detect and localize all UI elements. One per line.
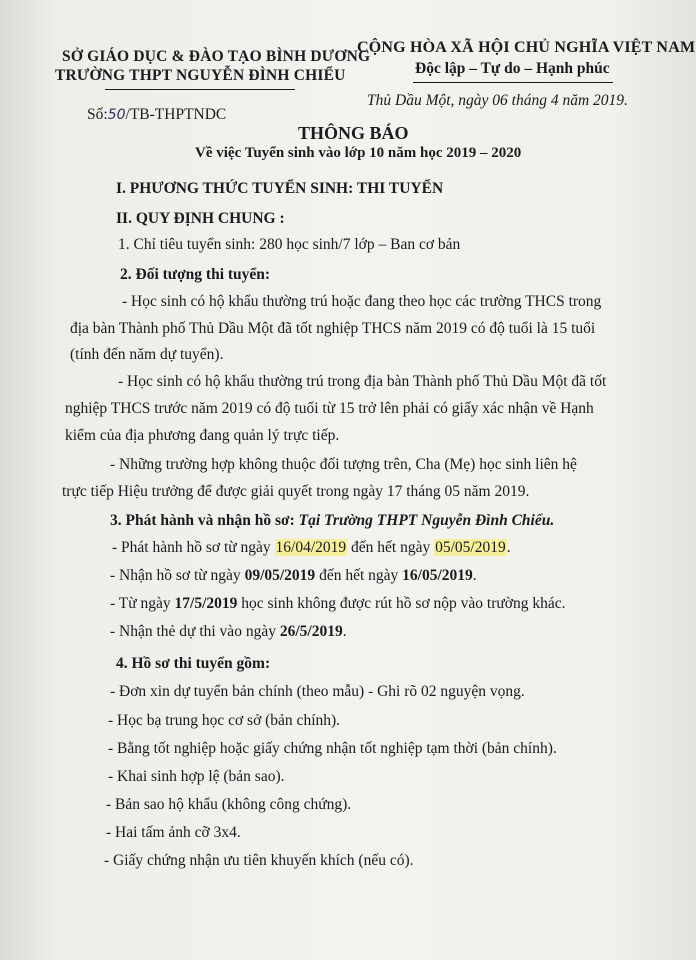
s3-l2-text-b: đến hết ngày: [315, 567, 403, 584]
para-1-line-3: (tính đến năm dự tuyển).: [70, 346, 224, 363]
section-3-label: 3. Phát hành và nhận hồ sơ:: [110, 512, 295, 529]
s3-l1-text-b: đến hết ngày: [347, 539, 435, 556]
section-1-heading: I. PHƯƠNG THỨC TUYỂN SINH: THI TUYỂN: [116, 180, 444, 197]
section-3-line-2: [110, 567, 477, 585]
section-3-line-3: [110, 595, 566, 613]
section-2-1: 1. Chỉ tiêu tuyển sinh: 280 học sinh/7 lớp – Ban cơ bản: [118, 236, 461, 253]
section-4-heading: 4. Hồ sơ thi tuyển gồm:: [116, 655, 271, 672]
doc-number-suffix: /TB-THPTNDC: [125, 106, 227, 123]
section-3-heading: [110, 512, 554, 530]
section-3-line-1: [112, 539, 511, 557]
s3-l3-text-b: học sinh không được rút hồ sơ nộp vào trường khác.: [237, 595, 566, 612]
s3-l1-date-start: 16/04/2019: [275, 539, 347, 556]
section-2-heading: II. QUY ĐỊNH CHUNG :: [116, 210, 285, 227]
org-underline: [105, 89, 295, 90]
para-2-line-3: kiểm của địa phương đang quản lý trực tiếp.: [65, 427, 340, 444]
s3-l2-text-a: - Nhận hồ sơ từ ngày: [110, 567, 245, 584]
para-2-line-1: - Học sinh có hộ khẩu thường trú trong địa bàn Thành phố Thủ Dầu Một đã tốt: [118, 373, 607, 390]
nation-line-1: CỘNG HÒA XÃ HỘI CHỦ NGHĨA VIỆT NAM: [357, 39, 696, 56]
s3-l3-date: 17/5/2019: [174, 595, 238, 612]
para-3-line-2: trực tiếp Hiệu trưởng để được giải quyết trong ngày 17 tháng 05 năm 2019.: [62, 483, 530, 500]
org-line-2: TRƯỜNG THPT NGUYỄN ĐÌNH CHIỂU: [55, 67, 346, 84]
s3-l2-date-start: 09/05/2019: [244, 567, 316, 584]
place-date: Thủ Dầu Một, ngày 06 tháng 4 năm 2019.: [367, 92, 628, 109]
s4-item-3: - Bằng tốt nghiệp hoặc giấy chứng nhận tốt nghiệp tạm thời (bản chính).: [108, 740, 557, 757]
s3-l1-text-c: .: [506, 539, 511, 556]
para-2-line-2: nghiệp THCS trước năm 2019 có độ tuổi từ 15 trở lên phải có giấy xác nhận về Hạnh: [65, 400, 594, 417]
doc-number-handwritten: 50: [107, 107, 126, 123]
nation-underline: [413, 82, 613, 83]
s4-item-4: - Khai sinh hợp lệ (bản sao).: [108, 768, 285, 785]
nation-line-2: Độc lập – Tự do – Hạnh phúc: [415, 60, 610, 77]
s4-item-6: - Hai tấm ảnh cỡ 3x4.: [106, 824, 241, 841]
section-2-2-heading: 2. Đối tượng thi tuyển:: [120, 266, 271, 283]
doc-subtitle: Về việc Tuyển sinh vào lớp 10 năm học 2019 – 2020: [195, 145, 522, 161]
s4-item-2: - Học bạ trung học cơ sở (bản chính).: [108, 712, 341, 729]
s3-l2-text-c: .: [472, 567, 477, 584]
doc-number-prefix: Số:: [87, 106, 108, 123]
section-3-line-4: [110, 623, 347, 641]
s3-l4-text-c: .: [342, 623, 347, 640]
para-3-line-1: - Những trường hợp không thuộc đối tượng trên, Cha (Mẹ) học sinh liên hệ: [110, 456, 577, 473]
s4-item-5: - Bản sao hộ khẩu (không công chứng).: [106, 796, 352, 813]
org-line-1: SỞ GIÁO DỤC & ĐÀO TẠO BÌNH DƯƠNG: [62, 48, 371, 65]
doc-number: [87, 106, 226, 124]
s3-l2-date-end: 16/05/2019: [402, 567, 473, 584]
section-3-place: Tại Trường THPT Nguyễn Đình Chiểu.: [298, 512, 555, 529]
s4-item-7: - Giấy chứng nhận ưu tiên khuyến khích (nếu có).: [104, 852, 414, 869]
para-1-line-1: - Học sinh có hộ khẩu thường trú hoặc đang theo học các trường THCS trong: [122, 293, 602, 310]
s3-l1-text-a: - Phát hành hồ sơ từ ngày: [112, 539, 275, 556]
s3-l3-text-a: - Từ ngày: [110, 595, 175, 612]
s4-item-1: - Đơn xin dự tuyển bản chính (theo mẫu) - Ghi rõ 02 nguyện vọng.: [110, 683, 525, 700]
s3-l4-date: 26/5/2019: [279, 623, 343, 640]
s3-l1-date-end: 05/05/2019: [435, 539, 506, 556]
doc-title: THÔNG BÁO: [298, 123, 409, 143]
s3-l4-text-a: - Nhận thẻ dự thi vào ngày: [110, 623, 280, 640]
para-1-line-2: địa bàn Thành phố Thủ Dầu Một đã tốt nghiệp THCS năm 2019 có độ tuổi là 15 tuổi: [70, 320, 596, 337]
